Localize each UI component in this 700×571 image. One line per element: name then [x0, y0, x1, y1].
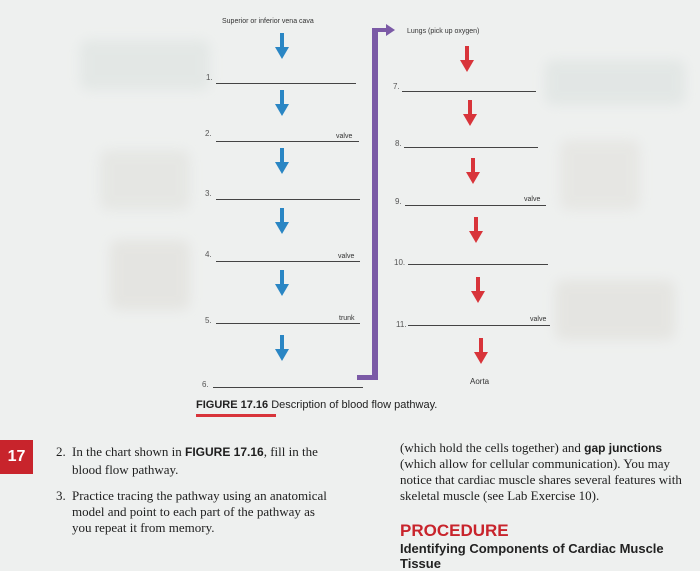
blank-line-4[interactable]	[216, 261, 360, 262]
chapter-badge: 17	[0, 440, 33, 474]
down-arrow-red	[460, 46, 474, 72]
down-arrow-red	[463, 100, 477, 126]
question-3-line3: you repeat it from memory.	[72, 520, 215, 535]
pathway-bracket	[372, 28, 378, 380]
down-arrow-blue	[275, 208, 289, 234]
question-3-line1: Practice tracing the pathway using an anatomical	[72, 488, 327, 503]
down-arrow-blue	[275, 148, 289, 174]
pathway-arrow-head	[386, 24, 395, 36]
blank-number: 1.	[206, 73, 213, 82]
aorta-label: Aorta	[470, 377, 490, 386]
caption-label: FIGURE 17.16	[196, 399, 269, 411]
down-arrow-blue	[275, 90, 289, 116]
blank-number: 2.	[205, 129, 212, 138]
blank-number: 6.	[202, 380, 209, 389]
procedure-subheading: Identifying Components of Cardiac Muscle Tissue	[400, 541, 664, 571]
blank-number: 10.	[394, 258, 406, 267]
question-2-text-end: , fill in the	[263, 444, 318, 459]
blank-line-5[interactable]	[216, 323, 360, 324]
gap-junctions-term: gap junctions	[584, 441, 663, 455]
blank-number: 11.	[396, 320, 407, 329]
blank-side-label: valve	[336, 133, 353, 140]
blank-line-7[interactable]	[402, 91, 536, 92]
blank-line-9[interactable]	[405, 205, 546, 206]
caption-text: Description of blood flow pathway.	[271, 399, 438, 411]
blank-line-2[interactable]	[216, 141, 359, 142]
caption-rule	[196, 414, 276, 417]
down-arrow-red	[474, 338, 488, 364]
blank-number: 8.	[395, 139, 402, 148]
blank-line-11[interactable]	[408, 325, 550, 326]
pathway-bracket-bottom	[357, 375, 378, 380]
blank-number: 9.	[395, 197, 402, 206]
figure-caption	[196, 399, 437, 411]
blank-side-label: valve	[338, 253, 355, 260]
blank-number: 4.	[205, 250, 212, 259]
down-arrow-red	[469, 217, 483, 243]
figure-reference: FIGURE 17.16	[185, 445, 264, 459]
procedure-heading: PROCEDURE	[400, 521, 509, 540]
down-arrow-blue	[275, 335, 289, 361]
down-arrow-blue	[275, 33, 289, 59]
blank-line-10[interactable]	[408, 264, 548, 265]
blank-number: 5.	[205, 316, 212, 325]
right-top-label: Lungs (pick up oxygen)	[407, 28, 480, 35]
question-3-number: 3.	[56, 488, 66, 503]
right-paragraph-line4: skeletal muscle (see Lab Exercise 10).	[400, 488, 600, 503]
question-2	[72, 444, 372, 460]
question-2-text: In the chart shown in	[72, 444, 182, 459]
blank-number: 7.	[393, 82, 400, 91]
blank-line-3[interactable]	[216, 199, 360, 200]
blank-line-6[interactable]	[213, 387, 363, 388]
down-arrow-blue	[275, 270, 289, 296]
right-paragraph-line3: notice that cardiac muscle shares several features with	[400, 472, 682, 487]
blank-side-label: valve	[530, 316, 547, 323]
right-paragraph-line2: (which allow for cellular communication). You may	[400, 456, 671, 471]
down-arrow-red	[466, 158, 480, 184]
blank-line-1[interactable]	[216, 83, 356, 84]
question-3-line2: model and point to each part of the pathway as	[72, 504, 315, 519]
question-2-number: 2.	[56, 444, 66, 459]
left-top-label: Superior or inferior vena cava	[222, 18, 314, 25]
right-text: (which hold the cells together) and	[400, 440, 585, 455]
down-arrow-red	[471, 277, 485, 303]
right-paragraph-line1	[400, 440, 662, 456]
question-2-line2: blood flow pathway.	[72, 462, 179, 477]
blank-side-label: valve	[524, 196, 541, 203]
blank-number: 3.	[205, 189, 212, 198]
blank-side-label: trunk	[339, 315, 355, 322]
blank-line-8[interactable]	[404, 147, 538, 148]
